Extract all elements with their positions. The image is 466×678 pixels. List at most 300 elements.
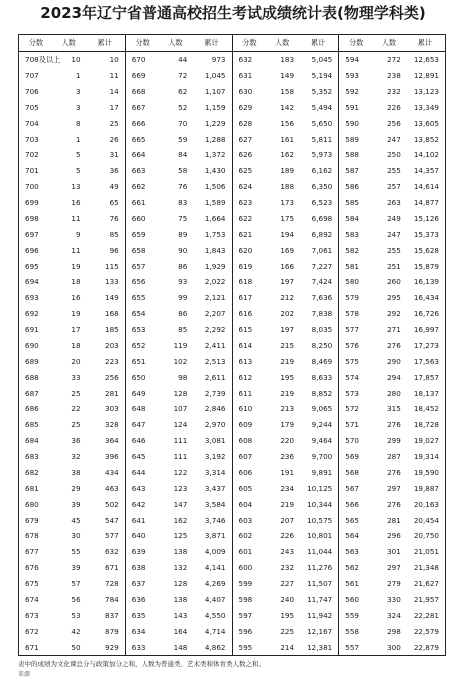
score-cell: 689 bbox=[25, 356, 39, 366]
count-cell: 271 bbox=[387, 325, 401, 335]
score-cell: 690 bbox=[25, 340, 39, 350]
table-row bbox=[126, 560, 232, 576]
cumulative-cell: 10,344 bbox=[307, 499, 333, 509]
count-cell: 9 bbox=[75, 229, 81, 239]
table-row bbox=[126, 68, 232, 84]
score-cell: 666 bbox=[131, 118, 146, 128]
score-cell: 670 bbox=[131, 55, 146, 65]
table-row bbox=[339, 227, 445, 243]
cumulative-cell: 364 bbox=[105, 436, 119, 446]
table-row bbox=[339, 115, 445, 131]
count-cell: 93 bbox=[178, 277, 188, 287]
cumulative-cell: 8,469 bbox=[311, 356, 333, 366]
score-cell: 688 bbox=[25, 372, 39, 382]
score-cell: 618 bbox=[238, 277, 253, 287]
table-row bbox=[19, 385, 125, 401]
cumulative-cell: 3,437 bbox=[204, 483, 226, 493]
count-cell: 202 bbox=[280, 309, 295, 319]
table-row bbox=[233, 242, 339, 258]
count-cell: 324 bbox=[387, 610, 401, 620]
score-cell: 624 bbox=[238, 182, 253, 192]
cumulative-cell: 10,801 bbox=[307, 531, 333, 541]
table-row bbox=[233, 592, 339, 608]
score-cell: 638 bbox=[131, 563, 146, 573]
score-cell: 577 bbox=[345, 325, 359, 335]
count-cell: 128 bbox=[173, 579, 188, 589]
cumulative-cell: 17,563 bbox=[413, 356, 439, 366]
count-cell: 19 bbox=[71, 309, 81, 319]
table-row bbox=[233, 306, 339, 322]
cumulative-cell: 13,349 bbox=[413, 102, 439, 112]
score-cell: 644 bbox=[131, 467, 146, 477]
score-cell: 608 bbox=[238, 436, 253, 446]
table-row bbox=[126, 52, 232, 68]
table-row bbox=[19, 258, 125, 274]
table-row bbox=[233, 385, 339, 401]
table-row bbox=[126, 322, 232, 338]
score-cell: 657 bbox=[131, 261, 146, 271]
count-cell: 5 bbox=[75, 166, 81, 176]
score-cell: 673 bbox=[25, 610, 39, 620]
cumulative-cell: 65 bbox=[109, 198, 119, 208]
cumulative-cell: 11,942 bbox=[307, 610, 333, 620]
count-cell: 276 bbox=[387, 420, 401, 430]
table-column bbox=[19, 35, 125, 655]
table-row bbox=[126, 354, 232, 370]
score-cell: 593 bbox=[345, 71, 359, 81]
score-cell: 588 bbox=[345, 150, 359, 160]
table-row bbox=[126, 592, 232, 608]
score-cell: 667 bbox=[131, 102, 146, 112]
score-cell: 691 bbox=[25, 325, 39, 335]
table-row bbox=[233, 354, 339, 370]
cumulative-cell: 2,292 bbox=[204, 325, 226, 335]
cumulative-cell: 15,373 bbox=[413, 229, 439, 239]
cumulative-cell: 223 bbox=[105, 356, 119, 366]
score-cell: 606 bbox=[238, 467, 253, 477]
table-row bbox=[126, 496, 232, 512]
cumulative-cell: 17 bbox=[109, 102, 119, 112]
score-cell: 587 bbox=[345, 166, 359, 176]
count-cell: 70 bbox=[178, 118, 188, 128]
score-cell: 672 bbox=[25, 626, 39, 636]
score-cell: 680 bbox=[25, 499, 39, 509]
count-cell: 29 bbox=[71, 483, 81, 493]
cumulative-cell: 5,811 bbox=[311, 134, 333, 144]
table-row bbox=[233, 560, 339, 576]
table-row bbox=[19, 147, 125, 163]
table-row bbox=[233, 274, 339, 290]
table-row bbox=[339, 465, 445, 481]
cumulative-cell: 5,973 bbox=[311, 150, 333, 160]
count-cell: 290 bbox=[387, 356, 401, 366]
score-cell: 628 bbox=[238, 118, 253, 128]
score-cell: 702 bbox=[25, 150, 39, 160]
cumulative-cell: 5,650 bbox=[311, 118, 333, 128]
cumulative-cell: 4,269 bbox=[204, 579, 226, 589]
count-cell: 247 bbox=[387, 134, 401, 144]
page-title: 2023年辽宁省普通高校招生考试成绩统计表(物理学科类) bbox=[40, 4, 426, 22]
table-row bbox=[19, 639, 125, 655]
count-cell: 226 bbox=[387, 102, 401, 112]
score-cell: 664 bbox=[131, 150, 146, 160]
cumulative-cell: 6,892 bbox=[311, 229, 333, 239]
count-cell: 272 bbox=[387, 55, 401, 65]
table-row bbox=[339, 195, 445, 211]
score-cell: 635 bbox=[131, 610, 146, 620]
score-cell: 649 bbox=[131, 388, 146, 398]
cumulative-cell: 7,838 bbox=[311, 309, 333, 319]
cumulative-cell: 4,550 bbox=[204, 610, 226, 620]
count-cell: 10 bbox=[71, 55, 81, 65]
table-row bbox=[19, 544, 125, 560]
table-row bbox=[19, 131, 125, 147]
count-cell: 330 bbox=[387, 594, 401, 604]
score-cell: 671 bbox=[25, 642, 39, 652]
count-cell: 56 bbox=[71, 594, 81, 604]
cumulative-cell: 4,141 bbox=[204, 563, 226, 573]
score-cell: 564 bbox=[345, 531, 359, 541]
count-cell: 162 bbox=[173, 515, 188, 525]
score-cell: 613 bbox=[238, 356, 253, 366]
cumulative-cell: 1,045 bbox=[204, 71, 226, 81]
score-cell: 572 bbox=[345, 404, 359, 414]
cumulative-cell: 14 bbox=[109, 86, 119, 96]
count-cell: 16 bbox=[71, 198, 81, 208]
table-row bbox=[339, 52, 445, 68]
cumulative-cell: 15,628 bbox=[413, 245, 439, 255]
table-row bbox=[233, 496, 339, 512]
count-cell: 236 bbox=[280, 452, 295, 462]
table-row bbox=[233, 227, 339, 243]
count-cell: 232 bbox=[387, 86, 401, 96]
table-row bbox=[233, 544, 339, 560]
count-cell: 213 bbox=[280, 404, 295, 414]
cumulative-cell: 149 bbox=[105, 293, 119, 303]
count-cell: 55 bbox=[71, 547, 81, 557]
score-cell: 590 bbox=[345, 118, 359, 128]
score-cell: 561 bbox=[345, 579, 359, 589]
count-cell: 111 bbox=[173, 452, 188, 462]
count-cell: 20 bbox=[71, 356, 81, 366]
table-row bbox=[233, 163, 339, 179]
cumulative-cell: 4,009 bbox=[204, 547, 226, 557]
count-cell: 226 bbox=[280, 531, 295, 541]
cumulative-cell: 463 bbox=[105, 483, 119, 493]
score-cell: 701 bbox=[25, 166, 39, 176]
score-cell: 622 bbox=[238, 213, 253, 223]
score-cell: 589 bbox=[345, 134, 359, 144]
score-cell: 621 bbox=[238, 229, 253, 239]
count-cell: 11 bbox=[71, 245, 81, 255]
table-row bbox=[339, 592, 445, 608]
cumulative-cell: 4,407 bbox=[204, 594, 226, 604]
table-row bbox=[339, 163, 445, 179]
score-cell: 645 bbox=[131, 452, 146, 462]
count-cell: 276 bbox=[387, 340, 401, 350]
table-row bbox=[19, 433, 125, 449]
score-cell: 703 bbox=[25, 134, 39, 144]
cumulative-cell: 26 bbox=[109, 134, 119, 144]
count-cell: 53 bbox=[71, 610, 81, 620]
table-row bbox=[126, 131, 232, 147]
score-cell: 647 bbox=[131, 420, 146, 430]
table-row bbox=[339, 512, 445, 528]
cumulative-cell: 19,887 bbox=[413, 483, 439, 493]
score-table bbox=[18, 34, 446, 656]
cumulative-cell: 12,653 bbox=[413, 55, 439, 65]
cumulative-cell: 837 bbox=[105, 610, 119, 620]
score-cell: 685 bbox=[25, 420, 39, 430]
table-row bbox=[339, 433, 445, 449]
score-cell: 693 bbox=[25, 293, 39, 303]
cumulative-cell: 17,857 bbox=[413, 372, 439, 382]
table-row bbox=[233, 401, 339, 417]
cumulative-cell: 9,065 bbox=[311, 404, 333, 414]
count-cell: 13 bbox=[71, 182, 81, 192]
table-row bbox=[126, 433, 232, 449]
column-header: 累计 bbox=[204, 38, 219, 48]
table-row bbox=[19, 84, 125, 100]
count-cell: 76 bbox=[178, 182, 188, 192]
table-row bbox=[339, 179, 445, 195]
cumulative-cell: 14,614 bbox=[413, 182, 439, 192]
count-cell: 58 bbox=[178, 166, 188, 176]
column-header: 人数 bbox=[381, 38, 397, 48]
score-cell: 616 bbox=[238, 309, 253, 319]
cumulative-cell: 1,288 bbox=[204, 134, 226, 144]
cumulative-cell: 1,107 bbox=[204, 86, 226, 96]
table-row bbox=[19, 560, 125, 576]
table-row bbox=[339, 401, 445, 417]
cumulative-cell: 14,357 bbox=[413, 166, 439, 176]
cumulative-cell: 7,227 bbox=[311, 261, 333, 271]
score-cell: 569 bbox=[345, 452, 359, 462]
count-cell: 287 bbox=[387, 452, 401, 462]
score-cell: 562 bbox=[345, 563, 359, 573]
count-cell: 256 bbox=[387, 118, 401, 128]
count-cell: 25 bbox=[71, 388, 81, 398]
count-cell: 169 bbox=[280, 245, 295, 255]
score-cell: 641 bbox=[131, 515, 146, 525]
count-cell: 149 bbox=[280, 71, 295, 81]
table-row bbox=[126, 274, 232, 290]
cumulative-cell: 17,273 bbox=[413, 340, 439, 350]
table-row bbox=[339, 242, 445, 258]
score-cell: 653 bbox=[131, 325, 146, 335]
table-row bbox=[19, 369, 125, 385]
score-cell: 576 bbox=[345, 340, 359, 350]
table-row bbox=[19, 623, 125, 639]
table-row bbox=[126, 385, 232, 401]
cumulative-cell: 1,229 bbox=[204, 118, 226, 128]
count-cell: 297 bbox=[387, 483, 401, 493]
column-header: 累计 bbox=[310, 38, 326, 48]
cumulative-cell: 16,997 bbox=[413, 325, 439, 335]
count-cell: 191 bbox=[280, 467, 295, 477]
cumulative-cell: 25 bbox=[109, 118, 119, 128]
score-cell: 611 bbox=[238, 388, 253, 398]
count-cell: 11 bbox=[71, 213, 81, 223]
cumulative-cell: 96 bbox=[109, 245, 119, 255]
score-cell: 651 bbox=[131, 356, 146, 366]
count-cell: 250 bbox=[387, 150, 401, 160]
score-cell: 563 bbox=[345, 547, 359, 557]
count-cell: 249 bbox=[387, 213, 401, 223]
score-cell: 615 bbox=[238, 325, 253, 335]
table-row bbox=[19, 100, 125, 116]
cumulative-cell: 20,454 bbox=[413, 515, 439, 525]
count-cell: 3 bbox=[75, 102, 81, 112]
count-cell: 212 bbox=[280, 293, 295, 303]
count-cell: 22 bbox=[71, 404, 81, 414]
cumulative-cell: 5,352 bbox=[311, 86, 333, 96]
cumulative-cell: 4,862 bbox=[204, 642, 226, 652]
table-row bbox=[126, 544, 232, 560]
count-cell: 3 bbox=[75, 86, 81, 96]
table-row bbox=[126, 449, 232, 465]
count-cell: 189 bbox=[280, 166, 295, 176]
cumulative-cell: 2,970 bbox=[204, 420, 226, 430]
cumulative-cell: 1,664 bbox=[204, 213, 226, 223]
table-row bbox=[233, 290, 339, 306]
column-header: 累计 bbox=[97, 38, 112, 48]
score-cell: 601 bbox=[238, 547, 253, 557]
count-cell: 281 bbox=[387, 515, 401, 525]
table-row bbox=[339, 68, 445, 84]
score-cell: 658 bbox=[131, 245, 146, 255]
count-cell: 83 bbox=[178, 198, 188, 208]
count-cell: 122 bbox=[173, 467, 188, 477]
table-row bbox=[339, 481, 445, 497]
count-cell: 295 bbox=[387, 293, 401, 303]
count-cell: 243 bbox=[280, 547, 295, 557]
count-cell: 18 bbox=[71, 340, 81, 350]
count-cell: 195 bbox=[280, 372, 295, 382]
score-cell: 597 bbox=[238, 610, 253, 620]
score-cell: 662 bbox=[131, 182, 146, 192]
cumulative-cell: 2,611 bbox=[204, 372, 226, 382]
cumulative-cell: 328 bbox=[105, 420, 119, 430]
column-header: 分数 bbox=[28, 38, 44, 48]
count-cell: 175 bbox=[280, 213, 295, 223]
count-cell: 123 bbox=[173, 483, 188, 493]
count-cell: 251 bbox=[387, 261, 401, 271]
count-cell: 238 bbox=[387, 71, 401, 81]
table-row bbox=[19, 481, 125, 497]
table-row bbox=[19, 322, 125, 338]
count-cell: 219 bbox=[280, 388, 295, 398]
score-cell: 571 bbox=[345, 420, 359, 430]
score-cell: 676 bbox=[25, 563, 39, 573]
score-cell: 637 bbox=[131, 579, 146, 589]
table-row bbox=[339, 147, 445, 163]
count-cell: 296 bbox=[387, 531, 401, 541]
table-row bbox=[19, 115, 125, 131]
count-cell: 173 bbox=[280, 198, 295, 208]
cumulative-cell: 19,590 bbox=[413, 467, 439, 477]
column-header: 人数 bbox=[168, 38, 183, 48]
table-row bbox=[233, 608, 339, 624]
count-cell: 158 bbox=[280, 86, 295, 96]
score-cell: 636 bbox=[131, 594, 146, 604]
count-cell: 25 bbox=[71, 420, 81, 430]
table-row bbox=[339, 496, 445, 512]
score-cell: 633 bbox=[131, 642, 146, 652]
cumulative-cell: 303 bbox=[105, 404, 119, 414]
score-cell: 695 bbox=[25, 261, 39, 271]
count-cell: 263 bbox=[387, 198, 401, 208]
cumulative-cell: 10,125 bbox=[307, 483, 333, 493]
cumulative-cell: 8,852 bbox=[311, 388, 333, 398]
cumulative-cell: 6,698 bbox=[311, 213, 333, 223]
score-cell: 574 bbox=[345, 372, 359, 382]
table-row bbox=[126, 306, 232, 322]
cumulative-cell: 18,452 bbox=[413, 404, 439, 414]
cumulative-cell: 784 bbox=[105, 594, 119, 604]
cumulative-cell: 2,411 bbox=[204, 340, 226, 350]
score-cell: 684 bbox=[25, 436, 39, 446]
score-cell: 605 bbox=[238, 483, 253, 493]
cumulative-cell: 6,350 bbox=[311, 182, 333, 192]
table-row bbox=[19, 449, 125, 465]
table-row bbox=[339, 84, 445, 100]
count-cell: 62 bbox=[178, 86, 188, 96]
count-cell: 111 bbox=[173, 436, 188, 446]
score-cell: 678 bbox=[25, 531, 39, 541]
cumulative-cell: 19,027 bbox=[413, 436, 439, 446]
count-cell: 59 bbox=[178, 134, 188, 144]
cumulative-cell: 16,139 bbox=[413, 277, 439, 287]
cumulative-cell: 11 bbox=[109, 71, 119, 81]
cumulative-cell: 168 bbox=[105, 309, 119, 319]
table-row bbox=[19, 338, 125, 354]
count-cell: 188 bbox=[280, 182, 295, 192]
cumulative-cell: 973 bbox=[211, 55, 226, 65]
count-cell: 98 bbox=[178, 372, 188, 382]
table-row bbox=[233, 115, 339, 131]
table-row bbox=[19, 195, 125, 211]
count-cell: 44 bbox=[178, 55, 188, 65]
column-header: 人数 bbox=[274, 38, 290, 48]
score-cell: 687 bbox=[25, 388, 39, 398]
table-row bbox=[233, 449, 339, 465]
cumulative-cell: 21,051 bbox=[413, 547, 439, 557]
table-row bbox=[233, 623, 339, 639]
table-row bbox=[126, 84, 232, 100]
table-row bbox=[19, 68, 125, 84]
score-cell: 596 bbox=[238, 626, 253, 636]
cumulative-cell: 1,372 bbox=[204, 150, 226, 160]
score-cell: 566 bbox=[345, 499, 359, 509]
count-cell: 38 bbox=[71, 467, 81, 477]
score-cell: 627 bbox=[238, 134, 253, 144]
score-cell: 594 bbox=[345, 55, 359, 65]
score-cell: 659 bbox=[131, 229, 146, 239]
table-row bbox=[126, 576, 232, 592]
cumulative-cell: 133 bbox=[105, 277, 119, 287]
table-row bbox=[126, 417, 232, 433]
count-cell: 292 bbox=[387, 309, 401, 319]
table-row bbox=[126, 512, 232, 528]
table-row bbox=[19, 401, 125, 417]
count-cell: 30 bbox=[71, 531, 81, 541]
score-cell: 584 bbox=[345, 213, 359, 223]
table-row bbox=[233, 417, 339, 433]
count-cell: 99 bbox=[178, 293, 188, 303]
cumulative-cell: 3,871 bbox=[204, 531, 226, 541]
score-cell: 640 bbox=[131, 531, 146, 541]
